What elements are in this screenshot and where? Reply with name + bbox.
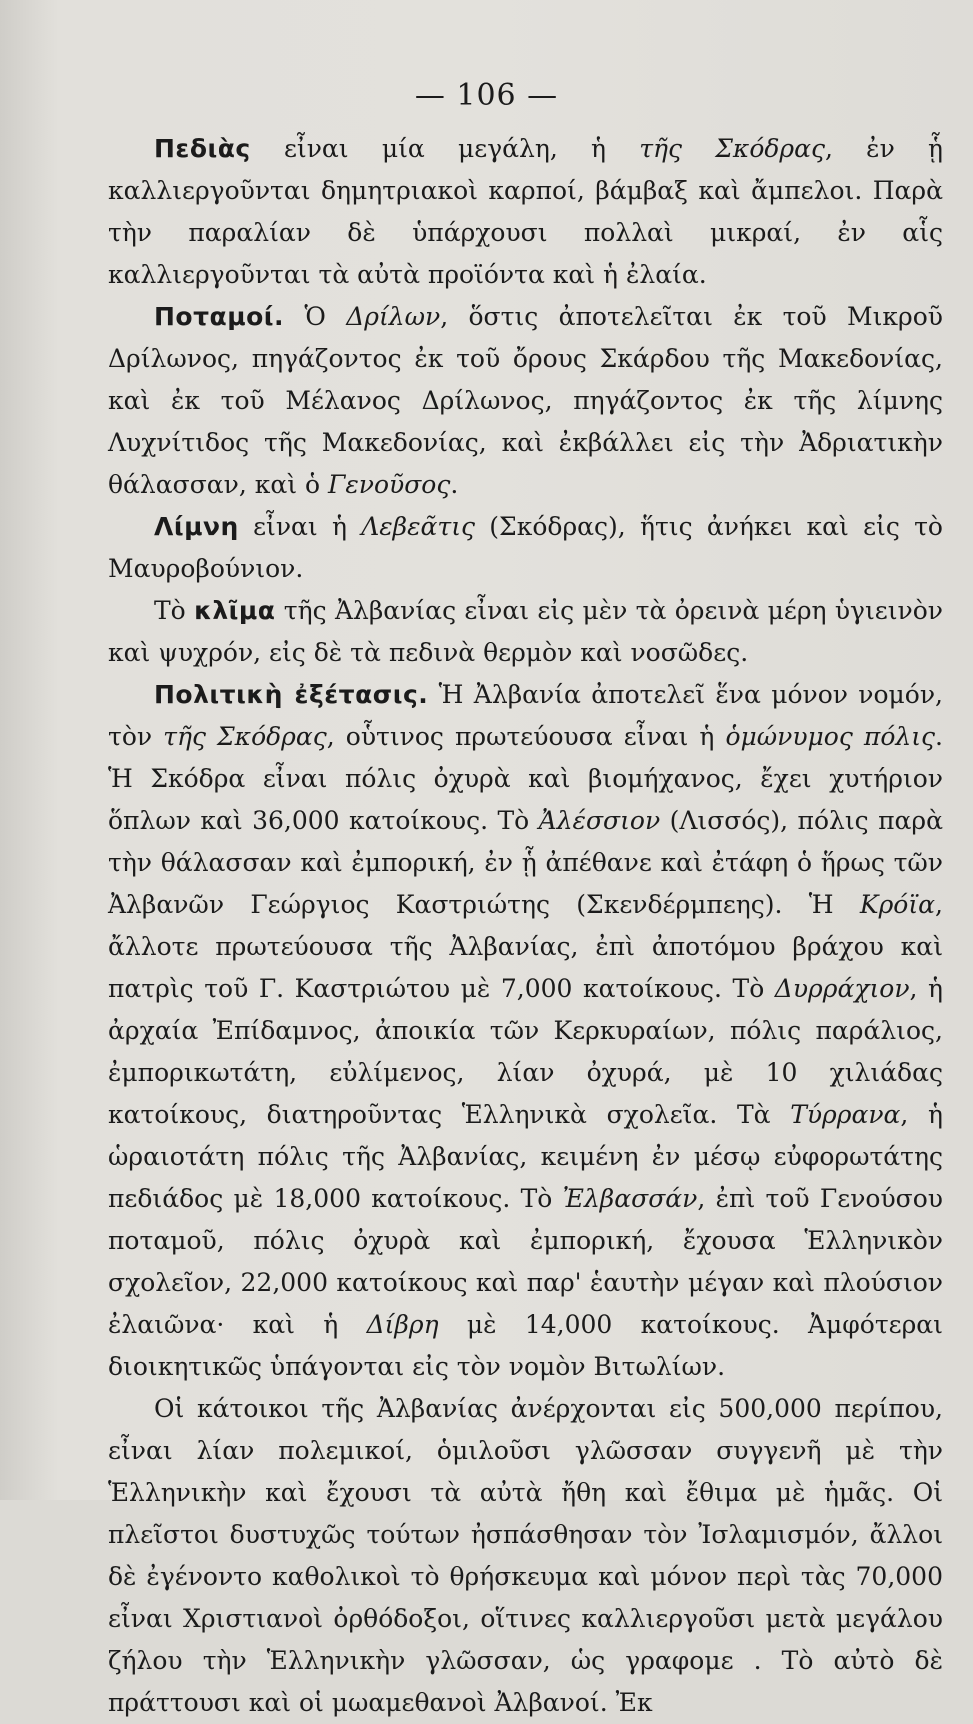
body-text [108, 128, 943, 1724]
paragraph [108, 296, 943, 506]
emphasized-term: Δρίλων [346, 302, 441, 331]
paragraph [108, 506, 943, 590]
text-run: τῆς Ἀλβανίας εἶναι εἰς μὲν τὰ ὀρεινὰ μέρη ὑγιεινὸν καὶ ψυχρόν, εἰς δὲ τὰ πεδινὰ θερμὸν καὶ νοσῶδες. [108, 596, 943, 667]
emphasized-term: Γενοῦσος [328, 470, 451, 499]
section-heading: Πολιτικὴ ἐξέτασις. [154, 680, 429, 709]
text-run: , οὗτινος πρωτεύουσα εἶναι ἡ [326, 722, 726, 751]
paragraph [108, 674, 943, 1388]
emphasized-term: Ἀλέσσιον [538, 806, 661, 835]
text-run: , ὅστις ἀποτελεῖται ἐκ τοῦ Μικροῦ Δρίλωνος, πηγάζοντος ἐκ τοῦ ὄρους Σκάρδου τῆς Μακεδονίας, καὶ ἐκ τοῦ Μέλανος Δρίλωνος, πηγάζοντος ἐκ τῆς λίμνης Λυχνίτιδος τῆς Μακεδονίας, καὶ ἐκβάλλει εἰς τὴν Ἀδριατικὴν θάλασσαν, καὶ ὁ [108, 302, 943, 499]
text-run: , ἐπὶ τοῦ Γενούσου ποταμοῦ, πόλις ὀχυρὰ καὶ ἐμπορική, ἔχουσα Ἑλληνικὸν σχολεῖον, 22,000 κατοίκους καὶ παρ' ἑαυτὴν μέγαν καὶ πλούσιον ἐλαιῶνα· καὶ ἡ [108, 1184, 943, 1339]
section-heading: Πεδιὰς [154, 134, 251, 163]
paragraph [108, 1388, 943, 1724]
emphasized-term: Δυρράχιον [774, 974, 910, 1003]
text-run: εἶναι ἡ [238, 512, 362, 541]
emphasized-term: ὁμώνυμος πόλις [725, 722, 936, 751]
paragraph [108, 128, 943, 296]
emphasized-term: Ἐλβασσάν [562, 1184, 698, 1213]
emphasized-term: Τύρρανα [790, 1100, 901, 1129]
text-run: , ἡ ἀρχαία Ἐπίδαμνος, ἀποικία τῶν Κερκυραίων, πόλις παράλιος, ἐμπορικωτάτη, εὐλίμενος, λίαν ὀχυρά, μὲ 10 χιλιάδας κατοίκους, διατηροῦντας Ἑλληνικὰ σχολεῖα. Τὰ [108, 974, 944, 1129]
section-heading: Λίμνη [154, 512, 239, 541]
text-run: (Σκόδρας), ἥτις ἀνήκει καὶ εἰς τὸ Μαυροβούνιον. [108, 512, 943, 583]
text-run: μὲ 14,000 κατοίκους. Ἀμφότεραι διοικητικῶς ὑπάγονται εἰς τὸν νομὸν Βιτωλίων. [108, 1310, 943, 1381]
text-run: . Ἡ Σκόδρα εἶναι πόλις ὀχυρὰ καὶ βιομήχανος, ἔχει χυτήριον ὅπλων καὶ 36,000 κατοίκους. Τὸ [108, 722, 943, 835]
emphasized-term: Κρόϊα [859, 890, 936, 919]
text-run: . [450, 470, 459, 499]
text-run: , ἐν ᾗ καλλιεργοῦνται δημητριακοὶ καρποί, βάμβαξ καὶ ἄμπελοι. Παρὰ τὴν παραλίαν δὲ ὑπάρχουσι πολλαὶ μικραί, ἐν αἷς καλλιεργοῦνται τὰ αὐτὰ προϊόντα καὶ ἡ ἐλαία. [108, 134, 944, 289]
text-run: Οἱ κάτοικοι τῆς Ἀλβανίας ἀνέρχονται εἰς 500,000 περίπου, εἶναι λίαν πολεμικοί, ὁμιλοῦσι γλῶσσαν συγγενῆ μὲ τὴν Ἑλληνικὴν καὶ ἔχουσι τὰ αὐτὰ ἤθη καὶ ἔθιμα μὲ ἡμᾶς. Οἱ πλεῖστοι δυστυχῶς τούτων ἠσπάσθησαν τὸν Ἰσλαμισμόν, ἄλλοι δὲ ἐγένοντο καθολικοὶ τὸ θρήσκευμα καὶ μόνον περὶ τὰς 70,000 εἶναι Χριστιανοὶ ὀρθόδοξοι, οἵτινες καλλιεργοῦσι μετὰ μεγάλου ζήλου τὴν Ἑλληνικὴν γλῶσσαν, ὡς γραφομε . Τὸ αὐτὸ δὲ πράττουσι καὶ οἱ μωαμεθανοὶ Ἀλβανοί. Ἐκ [108, 1394, 943, 1717]
text-run: Ὁ [284, 302, 347, 331]
section-heading: Ποταμοί. [154, 302, 285, 331]
emphasized-term: Δίβρη [366, 1310, 439, 1339]
text-run: εἶναι μία μεγάλη, ἡ [250, 134, 640, 163]
text-run: , ἡ ὡραιοτάτη πόλις τῆς Ἀλβανίας, κειμένη ἐν μέσῳ εὐφορωτάτης πεδιάδος μὲ 18,000 κατοίκους. Τὸ [108, 1100, 944, 1213]
emphasized-term: Λεβεᾶτις [361, 512, 476, 541]
paragraph [108, 590, 943, 674]
text-run: (Λισσός), πόλις παρὰ τὴν θάλασσαν καὶ ἐμπορική, ἐν ᾗ ἀπέθανε καὶ ἐτάφη ὁ ἥρως τῶν Ἀλβανῶν Γεώργιος Καστριώτης (Σκενδέρμπεης). Ἡ [108, 806, 944, 919]
text-run: Τὸ [154, 596, 195, 625]
section-heading: κλῖμα [194, 596, 276, 625]
text-run: , ἄλλοτε πρωτεύουσα τῆς Ἀλβανίας, ἐπὶ ἀποτόμου βράχου καὶ πατρὶς τοῦ Γ. Καστριώτου μὲ 7,000 κατοίκους. Τὸ [108, 890, 943, 1003]
emphasized-term: τῆς Σκόδρας [163, 722, 327, 751]
page-number: — 106 — [414, 78, 559, 113]
emphasized-term: τῆς Σκόδρας [639, 134, 826, 163]
text-run: Ἡ Ἀλβανία ἀποτελεῖ ἕνα μόνον νομόν, τὸν [108, 680, 944, 751]
